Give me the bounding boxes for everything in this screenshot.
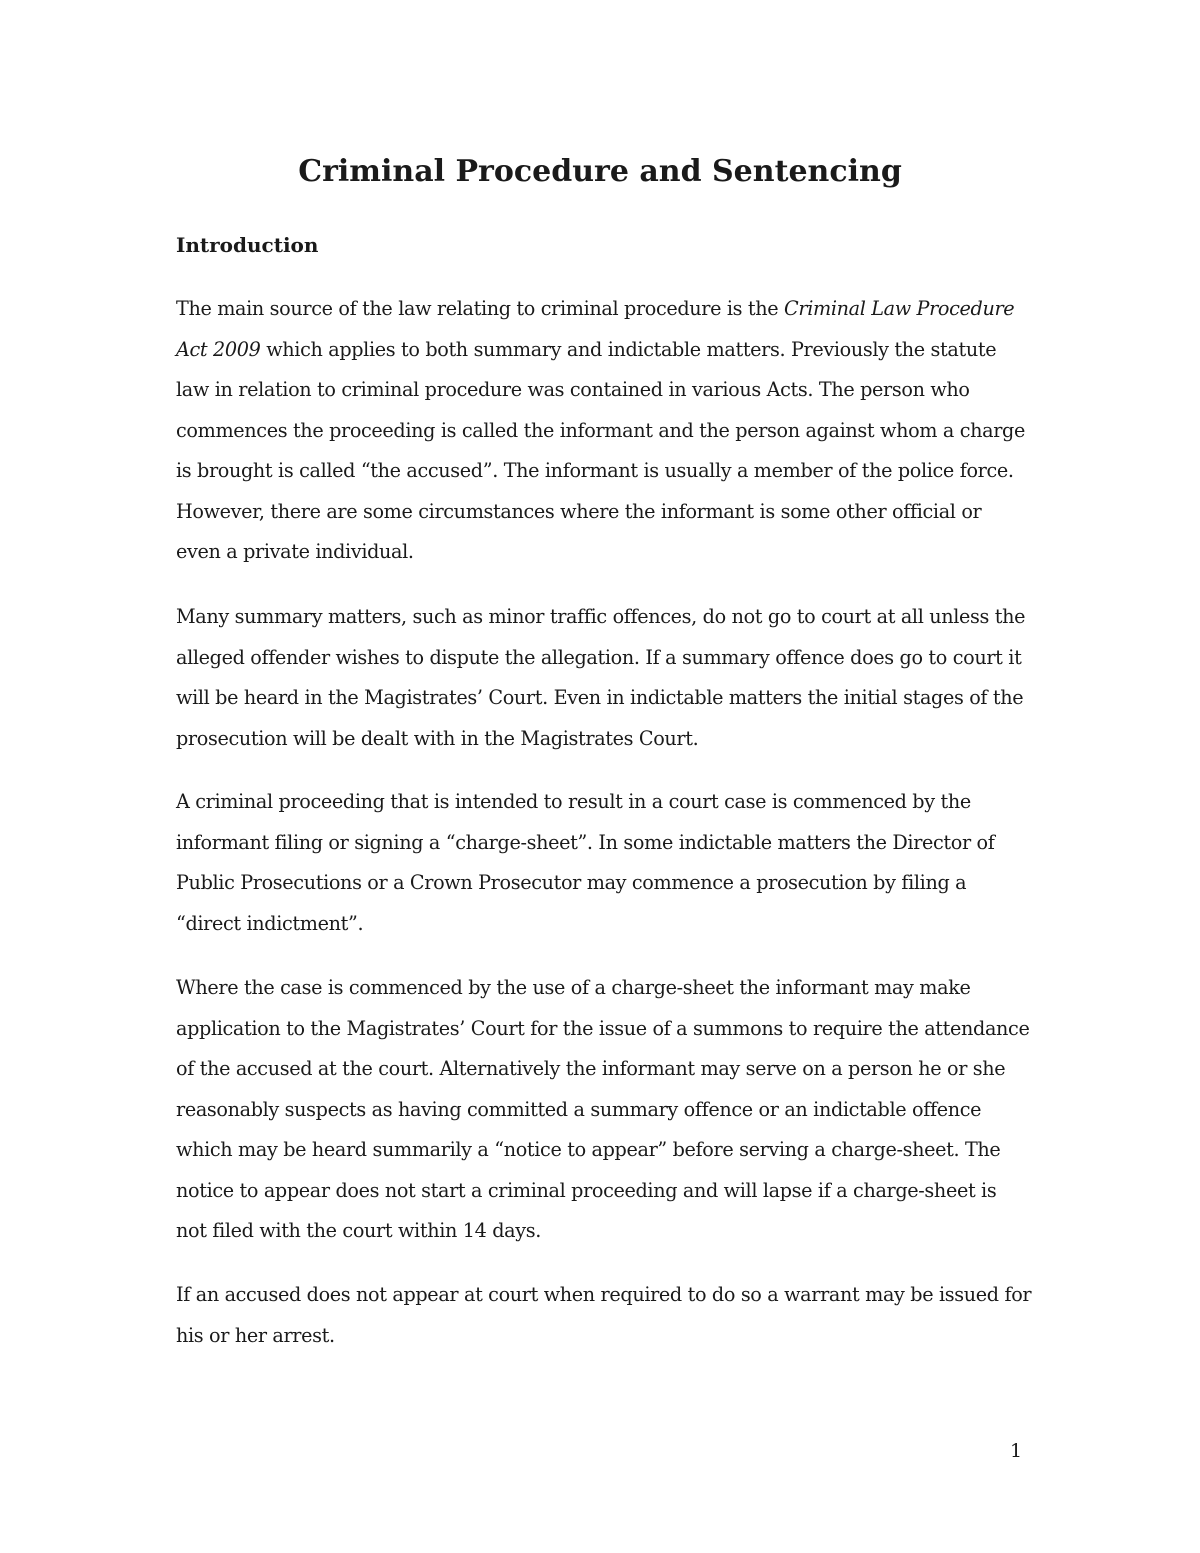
text-segment: of the accused at the court. Alternatively the informant may serve on a person he or she xyxy=(176,1057,1006,1080)
text-line xyxy=(176,1275,1032,1316)
text-line xyxy=(176,863,1026,904)
text-segment: not filed with the court within 14 days. xyxy=(176,1219,541,1242)
text-line xyxy=(176,492,1026,533)
text-segment: Public Prosecutions or a Crown Prosecutor may commence a prosecution by filing a xyxy=(176,871,967,894)
text-segment: alleged offender wishes to dispute the allegation. If a summary offence does go to court it xyxy=(176,645,1022,669)
text-segment: even a private individual. xyxy=(176,540,414,563)
text-line xyxy=(176,678,1026,719)
text-line xyxy=(176,1090,1026,1131)
text-line xyxy=(176,370,1026,411)
text-segment: will be heard in the Magistrates’ Court. Even in indictable matters the initial stages of the xyxy=(176,686,1024,709)
text-line xyxy=(176,782,1026,823)
text-line xyxy=(176,638,1026,679)
text-line xyxy=(176,1211,1026,1252)
text-line xyxy=(176,1316,1026,1357)
text-segment: which applies to both summary and indictable matters. Previously the statute xyxy=(260,337,997,361)
paragraph-1 xyxy=(176,289,1026,573)
text-line xyxy=(176,1009,1030,1050)
text-segment: law in relation to criminal procedure was contained in various Acts. The person who xyxy=(176,378,970,401)
text-segment: A criminal proceeding that is intended to result in a court case is commenced by the xyxy=(176,790,971,813)
paragraph-3 xyxy=(176,782,1026,944)
text-segment: notice to appear does not start a criminal proceeding and will lapse if a charge-sheet is xyxy=(176,1178,997,1202)
text-line xyxy=(176,532,1026,573)
text-line xyxy=(176,1049,1026,1090)
text-line xyxy=(176,823,1026,864)
text-segment: If an accused does not appear at court when required to do so a warrant may be issued for xyxy=(176,1283,1032,1306)
text-segment: application to the Magistrates’ Court for the issue of a summons to require the attendance xyxy=(176,1016,1030,1040)
text-line xyxy=(176,597,1026,638)
text-segment: Where the case is commenced by the use of a charge-sheet the informant may make xyxy=(176,976,971,999)
text-line xyxy=(176,1171,1026,1212)
text-line xyxy=(176,904,1026,945)
text-segment: “direct indictment”. xyxy=(176,911,364,935)
paragraph-4 xyxy=(176,968,1030,1252)
text-segment: his or her arrest. xyxy=(176,1323,335,1347)
text-line xyxy=(176,411,1026,452)
text-line xyxy=(176,330,1026,371)
section-heading-introduction: Introduction xyxy=(176,233,319,257)
italic-act-title: Act 2009 xyxy=(176,337,261,361)
text-segment: is brought is called “the accused”. The informant is usually a member of the police force. xyxy=(176,459,1014,482)
text-line xyxy=(176,719,1026,760)
document-title: Criminal Procedure and Sentencing xyxy=(298,154,902,189)
text-segment: However, there are some circumstances where the informant is some other official or xyxy=(176,499,982,523)
text-line xyxy=(176,1130,1026,1171)
text-segment: informant filing or signing a “charge-sheet”. In some indictable matters the Director of xyxy=(176,830,995,854)
page-number: 1 xyxy=(1010,1440,1023,1462)
italic-act-title: Criminal Law Procedure xyxy=(784,297,1015,320)
text-line xyxy=(176,451,1026,492)
text-segment: reasonably suspects as having committed a summary offence or an indictable offence xyxy=(176,1097,982,1121)
text-line xyxy=(176,968,1026,1009)
text-segment: which may be heard summarily a “notice to appear” before serving a charge-sheet. The xyxy=(176,1138,1001,1161)
text-line xyxy=(176,289,1026,330)
text-segment: Many summary matters, such as minor traffic offences, do not go to court at all unless the xyxy=(176,605,1026,628)
paragraph-2 xyxy=(176,597,1026,759)
text-segment: The main source of the law relating to criminal procedure is the xyxy=(176,297,785,320)
paragraph-5 xyxy=(176,1275,1032,1356)
text-segment: prosecution will be dealt with in the Magistrates Court. xyxy=(176,726,699,750)
text-segment: commences the proceeding is called the informant and the person against whom a charge xyxy=(176,418,1025,442)
